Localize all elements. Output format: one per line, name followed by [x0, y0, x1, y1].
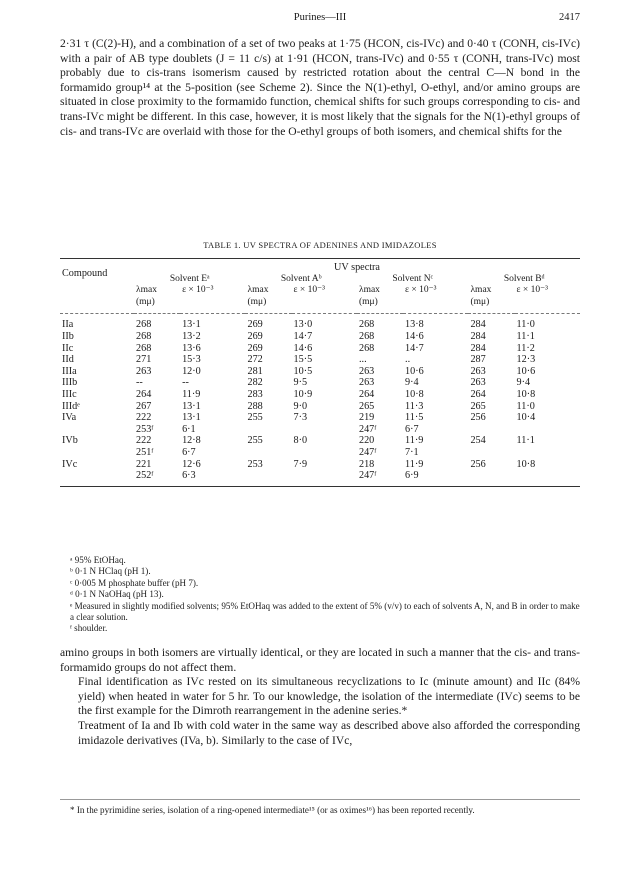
epsilon-cell: 6·7 [405, 423, 419, 435]
unit-label: (mμ) [468, 297, 514, 314]
epsilon-cell: -- [182, 377, 189, 389]
table-footnotes [60, 555, 580, 635]
lambda-cell: 268 [358, 330, 375, 342]
lambda-cell: 264 [470, 388, 486, 400]
lambda-cell: 263 [358, 377, 375, 389]
lambda-header: λmax [136, 285, 157, 296]
lambda-cell: 263 [470, 377, 486, 389]
unit-label: (mμ) [357, 297, 403, 314]
epsilon-cell: 13·0 [293, 319, 313, 331]
epsilon-cell: 13·8 [405, 319, 424, 331]
epsilon-cell: 11·9 [182, 388, 201, 400]
epsilon-cell: 14·7 [293, 330, 313, 342]
lambda-cell: 281 [247, 365, 263, 377]
uv-spectra-table [60, 258, 580, 487]
lambda-cell: 218 [358, 458, 375, 470]
running-header [60, 12, 580, 28]
epsilon-cell [515, 424, 580, 436]
lambda-cell: -- [136, 377, 143, 389]
unit-label: (mμ) [134, 297, 180, 314]
table-row [60, 366, 580, 378]
lambda-cell: 256 [470, 458, 486, 470]
compound-cell: IIIdᵉ [62, 400, 80, 412]
page-number: 2417 [559, 12, 580, 23]
solvent-header: Solvent Nᶜ [392, 273, 434, 284]
lambda-cell: 269 [247, 319, 263, 331]
compound-cell: IIb [62, 330, 74, 342]
compound-cell: IVa [62, 412, 77, 424]
epsilon-header: ε × 10⁻³ [405, 285, 437, 296]
epsilon-cell: .. [405, 354, 411, 366]
lambda-cell: 269 [247, 342, 263, 354]
compound-cell: IVb [62, 435, 78, 447]
epsilon-cell: 6·7 [182, 446, 196, 458]
table-row [60, 447, 580, 459]
epsilon-cell: 7·9 [293, 458, 308, 470]
lambda-cell: 283 [247, 388, 263, 400]
unit-header-row [60, 297, 580, 314]
table-row [60, 331, 580, 343]
lambda-cell: 268 [136, 319, 152, 331]
table-row [60, 389, 580, 401]
lambda-cell: 253 [247, 458, 263, 470]
compound-cell: IIIc [62, 388, 77, 400]
epsilon-cell: 10·6 [405, 365, 424, 377]
lambda-cell: 265 [470, 400, 486, 412]
epsilon-cell: 7·3 [293, 412, 308, 424]
compound-cell: IVc [62, 458, 78, 470]
compound-cell [60, 470, 134, 486]
compound-cell: IId [62, 354, 74, 366]
epsilon-cell [515, 447, 580, 459]
epsilon-cell: 9·4 [516, 377, 531, 389]
epsilon-cell: 9·5 [293, 377, 308, 389]
table-footnote: ᵇ 0·1 N HClaq (pH 1). [70, 566, 151, 577]
page-footnote-text: * In the pyrimidine series, isolation of a ring-opened intermediate¹⁵ (or as oximes¹⁶) has been reported recently. [70, 805, 475, 815]
lambda-cell: 284 [470, 330, 486, 342]
epsilon-cell: 11·9 [405, 458, 424, 470]
measure-header-row [60, 285, 580, 297]
epsilon-cell: 6·1 [182, 423, 196, 435]
lambda-cell: 288 [247, 400, 263, 412]
table-row [60, 459, 580, 471]
page-footnote [60, 805, 580, 816]
paragraph-top: 2·31 τ (C(2)-H), and a combination of a set of two peaks at 1·75 (HCON, cis-IVc) and 0·40 τ (CONH, cis-IVc) with a pair of AB type doublets (J = 11 c/s) at 1·91 (HCON, trans-IVc) and 0·55 τ (CONH, trans-IVc) most probably due to cis-trans isomerism caused by restricted rotation about the central C—N bond in the formamido group¹⁴ at the 5-position (see Scheme 2). Since the N(1)-ethyl, O-ethyl, and/or amino groups are situated in close proximity to the formamido function, chemical shifts for such groups corresponding to cis- and trans-IVc might be different. In this case, however, it is most likely that the signals for the N(1)-ethyl groups of cis- and trans-IVc are overlaid with those for the O-ethyl groups of both isomers, and chemical shifts for the [60, 37, 580, 138]
lambda-cell: 251ᶠ [136, 446, 154, 458]
table-body [60, 314, 580, 486]
lambda-cell: 268 [136, 342, 152, 354]
lambda-cell: 252ᶠ [134, 470, 180, 486]
epsilon-cell: 12·8 [182, 435, 201, 447]
epsilon-cell [292, 447, 357, 459]
lambda-header: λmax [358, 285, 380, 296]
lambda-cell: 219 [358, 412, 375, 424]
compound-header: Compound [60, 259, 134, 286]
solvent-header: Solvent Eᵃ [169, 273, 210, 284]
epsilon-cell: 11·9 [405, 435, 424, 447]
table-group-header-row [60, 259, 580, 274]
epsilon-cell: 10·8 [516, 388, 536, 400]
epsilon-header: ε × 10⁻³ [516, 285, 548, 296]
epsilon-cell: 9·4 [405, 377, 419, 389]
lambda-cell [245, 424, 291, 436]
lambda-cell: 264 [358, 388, 375, 400]
running-title: Purines—III [293, 12, 347, 23]
table-row [60, 435, 580, 447]
lambda-cell: 263 [470, 365, 486, 377]
lambda-cell: 263 [358, 365, 375, 377]
lambda-cell: 271 [136, 354, 152, 366]
lambda-cell: 253ᶠ [136, 423, 154, 435]
epsilon-cell: 11·0 [516, 319, 535, 331]
epsilon-cell [515, 470, 580, 486]
lambda-cell: 254 [470, 435, 486, 447]
unit-label: (mμ) [245, 297, 291, 314]
table-caption: TABLE 1. UV SPECTRA OF ADENINES AND IMIDAZOLES [203, 240, 437, 250]
table-row [60, 314, 580, 331]
epsilon-cell: 14·6 [405, 330, 424, 342]
epsilon-cell: 11·5 [405, 412, 424, 424]
lambda-cell: 268 [358, 342, 375, 354]
compound-cell: IIIa [62, 365, 77, 377]
epsilon-cell: 11·1 [516, 330, 535, 342]
epsilon-cell: 13·6 [182, 342, 201, 354]
epsilon-cell: 6·3 [180, 470, 245, 486]
epsilon-cell: 11·3 [405, 400, 424, 412]
epsilon-cell: 10·8 [405, 388, 424, 400]
lambda-cell: 268 [136, 330, 152, 342]
epsilon-cell: 7·1 [405, 446, 419, 458]
lambda-cell: 272 [247, 354, 263, 366]
solvent-header: Solvent Bᵈ [503, 273, 545, 284]
lambda-cell: 247ᶠ [358, 446, 377, 458]
footnote-divider [60, 799, 580, 800]
compound-cell: IIIb [62, 377, 78, 389]
lambda-cell [468, 447, 514, 459]
paragraph-treatment: Treatment of Ia and Ib with cold water in the same way as described above also afforded the corresponding imidazole derivatives (IVa, b). Similarly to the case of IVc, [78, 718, 580, 747]
compound-cell: IIc [62, 342, 74, 354]
lambda-cell: 287 [470, 354, 486, 366]
lambda-cell: 263 [136, 365, 152, 377]
lambda-cell [468, 470, 514, 486]
epsilon-cell: 10·9 [293, 388, 313, 400]
epsilon-cell: 9·0 [293, 400, 308, 412]
paragraph-bottom [60, 646, 580, 748]
solvent-header-row [60, 274, 580, 286]
epsilon-cell [292, 470, 357, 486]
epsilon-cell: 6·9 [403, 470, 468, 486]
lambda-cell: ... [358, 354, 367, 366]
lambda-cell [245, 470, 291, 486]
epsilon-cell: 12·6 [182, 458, 201, 470]
table-row [60, 343, 580, 355]
epsilon-cell: 11·2 [516, 342, 535, 354]
epsilon-cell: 11·0 [516, 400, 535, 412]
epsilon-cell: 14·7 [405, 342, 424, 354]
paragraph-continuation: amino groups in both isomers are virtually identical, or they are located in such a manner that the cis- and trans-formamido groups do not affect them. [60, 646, 580, 674]
lambda-cell: 247ᶠ [358, 423, 377, 435]
table-row [60, 377, 580, 389]
lambda-cell: 264 [136, 388, 152, 400]
lambda-header: λmax [470, 285, 492, 296]
lambda-cell: 265 [358, 400, 375, 412]
lambda-cell: 221 [136, 458, 152, 470]
epsilon-cell: 13·1 [182, 400, 201, 412]
epsilon-cell: 13·1 [182, 319, 201, 331]
compound-cell [60, 447, 134, 459]
lambda-cell: 268 [358, 319, 375, 331]
compound-cell: IIa [62, 319, 74, 331]
table-footnote: ᵉ Measured in slightly modified solvents; 95% EtOHaq was added to the extent of 5% (v/v) to each of solvents A, N, and B in order to make a clear solution. [70, 600, 580, 623]
table-row [60, 401, 580, 413]
table-row [60, 412, 580, 424]
table-row [60, 470, 580, 486]
table-footnote: ᵈ 0·1 N NaOHaq (pH 13). [70, 589, 164, 600]
lambda-cell: 255 [247, 435, 263, 447]
epsilon-header: ε × 10⁻³ [182, 285, 214, 296]
epsilon-cell: 12·3 [516, 354, 536, 366]
epsilon-cell: 10·5 [293, 365, 313, 377]
lambda-cell: 247ᶠ [357, 470, 403, 486]
table-row [60, 424, 580, 436]
table-footnote: ᵃ 95% EtOHaq. [70, 555, 126, 565]
lambda-cell: 284 [470, 342, 486, 354]
lambda-cell: 222 [136, 412, 152, 424]
lambda-cell: 255 [247, 412, 263, 424]
epsilon-cell [292, 424, 357, 436]
lambda-cell [468, 424, 514, 436]
compound-cell [60, 424, 134, 436]
epsilon-cell: 13·2 [182, 330, 201, 342]
epsilon-cell: 15·3 [182, 354, 201, 366]
table-row [60, 354, 580, 366]
lambda-cell: 284 [470, 319, 486, 331]
epsilon-cell: 8·0 [293, 435, 308, 447]
paragraph-identification: Final identification as IVc rested on its simultaneous recyclizations to Ic (minute amount) and IIc (84% yield) when heated in water for 5 hr. To our knowledge, the isolation of the intermediate (IVc) seems to be the first example for the Dimroth rearrangement in the adenine series.* [78, 675, 580, 718]
lambda-cell: 222 [136, 435, 152, 447]
epsilon-cell: 15·5 [293, 354, 313, 366]
uv-spectra-header: UV spectra [134, 259, 580, 274]
epsilon-header: ε × 10⁻³ [293, 285, 326, 296]
epsilon-cell: 10·8 [516, 458, 536, 470]
lambda-cell: 269 [247, 330, 263, 342]
epsilon-cell: 11·1 [516, 435, 535, 447]
table-footnote: ᶜ 0·005 M phosphate buffer (pH 7). [70, 577, 199, 588]
lambda-cell: 256 [470, 412, 486, 424]
table-footnote: ᶠ shoulder. [70, 623, 108, 634]
lambda-cell: 220 [358, 435, 375, 447]
lambda-header: λmax [247, 285, 269, 296]
epsilon-cell: 10·4 [516, 412, 536, 424]
epsilon-cell: 12·0 [182, 365, 201, 377]
lambda-cell: 267 [136, 400, 152, 412]
lambda-cell: 282 [247, 377, 263, 389]
epsilon-cell: 13·1 [182, 412, 201, 424]
solvent-header: Solvent Aᵇ [280, 273, 322, 284]
epsilon-cell: 10·6 [516, 365, 536, 377]
epsilon-cell: 14·6 [293, 342, 313, 354]
lambda-cell [245, 447, 291, 459]
